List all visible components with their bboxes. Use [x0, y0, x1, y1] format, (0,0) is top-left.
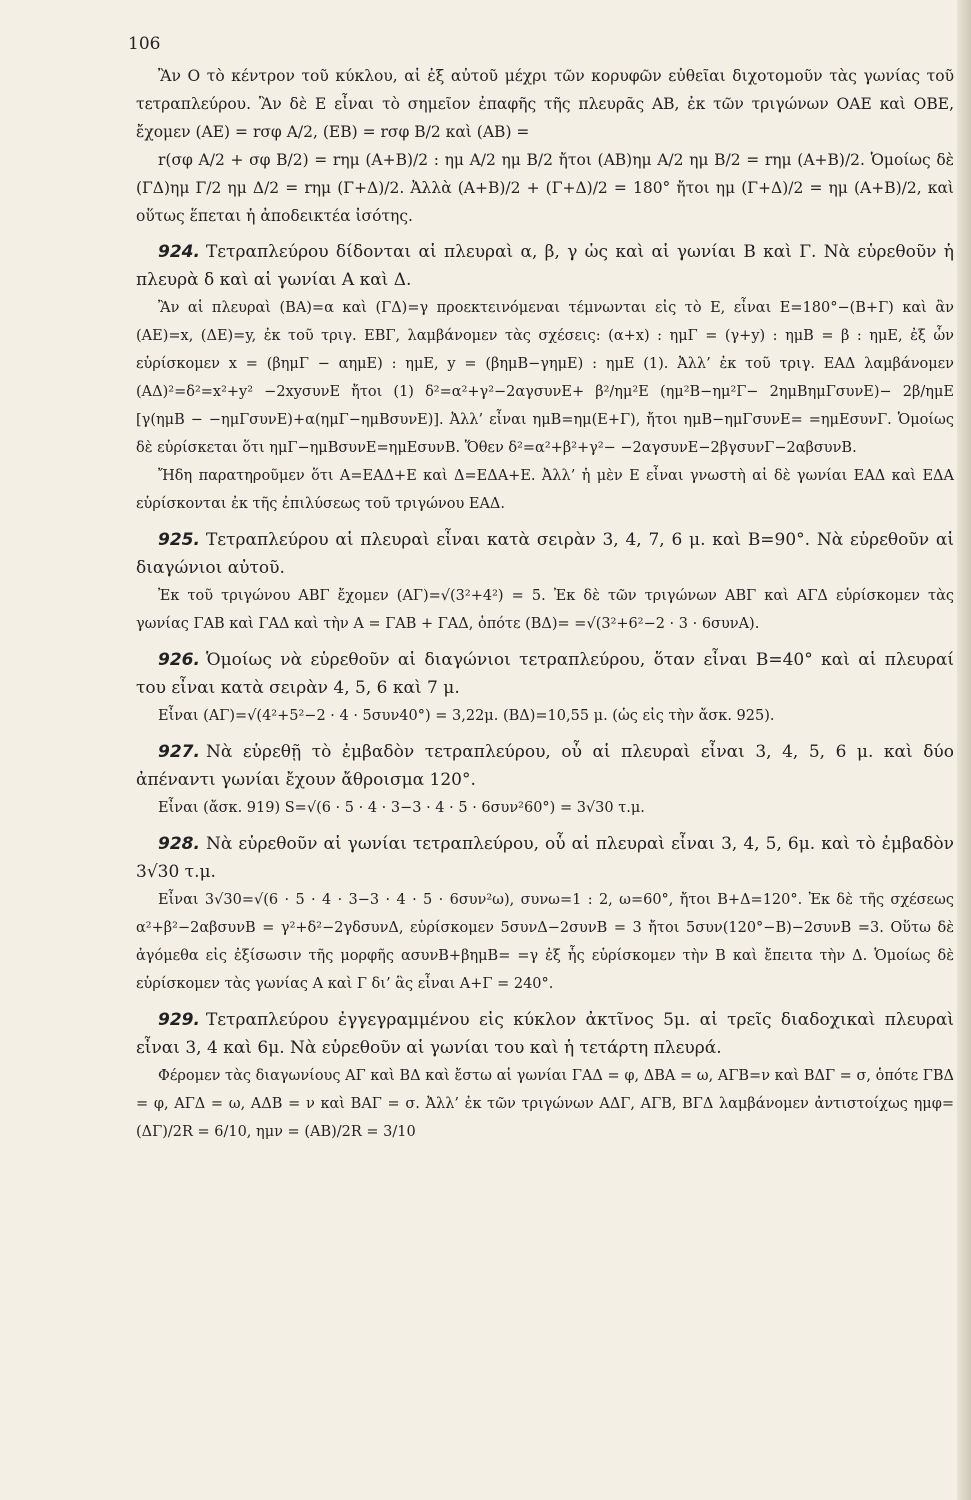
page-binding-edge [957, 0, 971, 1500]
problem-statement: Τετραπλεύρου δίδονται αἱ πλευραὶ α, β, γ ὡς καὶ αἱ γωνίαι Β καὶ Γ. Νὰ εὑρεθοῦν ἡ πλευρὰ δ καὶ αἱ γωνίαι Α καὶ Δ. [136, 242, 954, 290]
problem-925 [136, 526, 954, 582]
page-body [136, 62, 954, 1146]
problem-statement: Τετραπλεύρου αἱ πλευραὶ εἶναι κατὰ σειρὰν 3, 4, 7, 6 μ. καὶ Β=90°. Νὰ εὑρεθοῦν αἱ διαγώνιοι αὐτοῦ. [136, 530, 954, 578]
paragraph: Ἂν Ο τὸ κέντρον τοῦ κύκλου, αἱ ἐξ αὐτοῦ μέχρι τῶν κορυφῶν εὐθεῖαι διχοτομοῦν τὰς γωνίας τοῦ τετραπλεύρου. Ἂν δὲ Ε εἶναι τὸ σημεῖον ἐπαφῆς τῆς πλευρᾶς ΑΒ, ἐκ τῶν τριγώνων ΟΑΕ καὶ ΟΒΕ, ἔχομεν (ΑΕ) = rσφ A/2, (ΕΒ) = rσφ B/2 καὶ (ΑΒ) = [136, 67, 954, 141]
solution: Εἶναι (ΑΓ)=√(4²+5²−2 · 4 · 5συν40°) = 3,22μ. (ΒΔ)=10,55 μ. (ὡς εἰς τὴν ἄσκ. 925). [158, 708, 775, 724]
problem-928 [136, 830, 954, 886]
solution: Εἶναι 3√30=√(6 · 5 · 4 · 3−3 · 4 · 5 · 6συν²ω), συνω=1 : 2, ω=60°, ἤτοι Β+Δ=120°. Ἐκ δὲ τῆς σχέσεως α²+β²−2αβσυνΒ = γ²+δ²−2γδσυνΔ, εὑρίσκομεν 5συνΔ−2συνΒ = 3 ἤτοι 5συν(120°−Β)−2συνΒ =3. Οὕτω δὲ ἀγόμεθα εἰς ἐξίσωσιν τῆς μορφῆς ασυνΒ+βημΒ= =γ ἐξ ἧς εὑρίσκομεν τὴν Β καὶ ἔπειτα τὴν Δ. Ὁμοίως δὲ εὑρίσκομεν τὰς γωνίας Α καὶ Γ δι’ ἃς εἶναι Α+Γ = 240°. [136, 892, 954, 992]
problem-929 [136, 1006, 954, 1062]
solution: Εἶναι (ἄσκ. 919) S=√(6 · 5 · 4 · 3−3 · 4 · 5 · 6συν²60°) = 3√30 τ.μ. [158, 800, 645, 816]
problem-927 [136, 738, 954, 794]
solution: Ἤδη παρατηροῦμεν ὅτι Α=ΕΑΔ+Ε καὶ Δ=ΕΔΑ+Ε. Ἀλλ’ ἡ μὲν Ε εἶναι γνωστὴ αἱ δὲ γωνίαι ΕΑΔ καὶ ΕΔΑ εὑρίσκονται ἐκ τῆς ἐπιλύσεως τοῦ τριγώνου ΕΑΔ. [136, 468, 954, 512]
solution: Ἂν αἱ πλευραὶ (ΒΑ)=α καὶ (ΓΔ)=γ προεκτεινόμεναι τέμνωνται εἰς τὸ Ε, εἶναι Ε=180°−(Β+Γ) καὶ ἂν (ΑΕ)=x, (ΔΕ)=y, ἐκ τοῦ τριγ. ΕΒΓ, λαμβάνομεν τὰς σχέσεις: (α+x) : ημΓ = (γ+y) : ημΒ = β : ημΕ, ἐξ ὧν εὑρίσκομεν x = (βημΓ − αημΕ) : ημΕ, y = (βημΒ−γημΕ) : ημΕ (1). Ἀλλ’ ἐκ τοῦ τριγ. ΕΑΔ λαμβάνομεν (ΑΔ)²=δ²=x²+y² −2xyσυνΕ ἤτοι (1) δ²=α²+γ²−2αγσυνΕ+ β²/ημ²Ε (ημ²Β−ημ²Γ− 2ημΒημΓσυνΕ)− 2β/ημΕ [γ(ημΒ − −ημΓσυνΕ)+α(ημΓ−ημΒσυνΕ)]. Ἀλλ’ εἶναι ημΒ=ημ(Ε+Γ), ἤτοι ημΒ−ημΓσυνΕ= =ημΕσυνΓ. Ὁμοίως δὲ εὑρίσκεται ὅτι ημΓ−ημΒσυνΕ=ημΕσυνΒ. Ὅθεν δ²=α²+β²+γ²− −2αγσυνΕ−2βγσυνΓ−2αβσυνΒ. [136, 300, 954, 456]
problem-statement: Ὁμοίως νὰ εὑρεθοῦν αἱ διαγώνιοι τετραπλεύρου, ὅταν εἶναι Β=40° καὶ αἱ πλευραί του εἶναι κατὰ σειρὰν 4, 5, 6 καὶ 7 μ. [136, 650, 954, 698]
problem-926 [136, 646, 954, 702]
problem-number: 926. [158, 650, 200, 670]
problem-statement: Νὰ εὑρεθῇ τὸ ἐμβαδὸν τετραπλεύρου, οὗ αἱ πλευραὶ εἶναι 3, 4, 5, 6 μ. καὶ δύο ἀπέναντι γωνίαι ἔχουν ἄθροισμα 120°. [136, 742, 954, 790]
problem-number: 928. [158, 834, 200, 854]
problem-number: 927. [158, 742, 200, 762]
solution: Ἐκ τοῦ τριγώνου ΑΒΓ ἔχομεν (ΑΓ)=√(3²+4²) = 5. Ἐκ δὲ τῶν τριγώνων ΑΒΓ καὶ ΑΓΔ εὑρίσκομεν τὰς γωνίας ΓΑΒ καὶ ΓΑΔ καὶ τὴν Α = ΓΑΒ + ΓΑΔ, ὁπότε (ΒΔ)= =√(3²+6²−2 · 3 · 6συνΑ). [136, 588, 954, 632]
page-number: 106 [128, 34, 161, 54]
problem-924 [136, 238, 954, 294]
solution: Φέρομεν τὰς διαγωνίους ΑΓ καὶ ΒΔ καὶ ἔστω αἱ γωνίαι ΓΑΔ = φ, ΔΒΑ = ω, ΑΓΒ=ν καὶ ΒΔΓ = σ, ὁπότε ΓΒΔ = φ, ΑΓΔ = ω, ΑΔΒ = ν καὶ ΒΑΓ = σ. Ἀλλ’ ἐκ τῶν τριγώνων ΑΔΓ, ΑΓΒ, ΒΓΔ λαμβάνομεν ἀντιστοίχως ημφ= (ΔΓ)/2R = 6/10, ημν = (ΑΒ)/2R = 3/10 [136, 1068, 954, 1140]
problem-statement: Νὰ εὑρεθοῦν αἱ γωνίαι τετραπλεύρου, οὗ αἱ πλευραὶ εἶναι 3, 4, 5, 6μ. καὶ τὸ ἐμβαδὸν 3√30 τ.μ. [136, 834, 954, 882]
problem-number: 924. [158, 242, 200, 262]
paragraph: r(σφ A/2 + σφ B/2) = rημ (A+B)/2 : ημ A/2 ημ B/2 ἤτοι (ΑΒ)ημ A/2 ημ B/2 = rημ (A+B)/2. Ὁμοίως δὲ (ΓΔ)ημ Γ/2 ημ Δ/2 = rημ (Γ+Δ)/2. Ἀλλὰ (A+B)/2 + (Γ+Δ)/2 = 180° ἤτοι ημ (Γ+Δ)/2 = ημ (A+B)/2, καὶ οὕτως ἕπεται ἡ ἀποδεικτέα ἰσότης. [136, 151, 954, 225]
problem-statement: Τετραπλεύρου ἐγγεγραμμένου εἰς κύκλον ἀκτῖνος 5μ. αἱ τρεῖς διαδοχικαὶ πλευραὶ εἶναι 3, 4 καὶ 6μ. Νὰ εὑρεθοῦν αἱ γωνίαι του καὶ ἡ τετάρτη πλευρά. [136, 1010, 954, 1058]
problem-number: 929. [158, 1010, 200, 1030]
problem-number: 925. [158, 530, 200, 550]
